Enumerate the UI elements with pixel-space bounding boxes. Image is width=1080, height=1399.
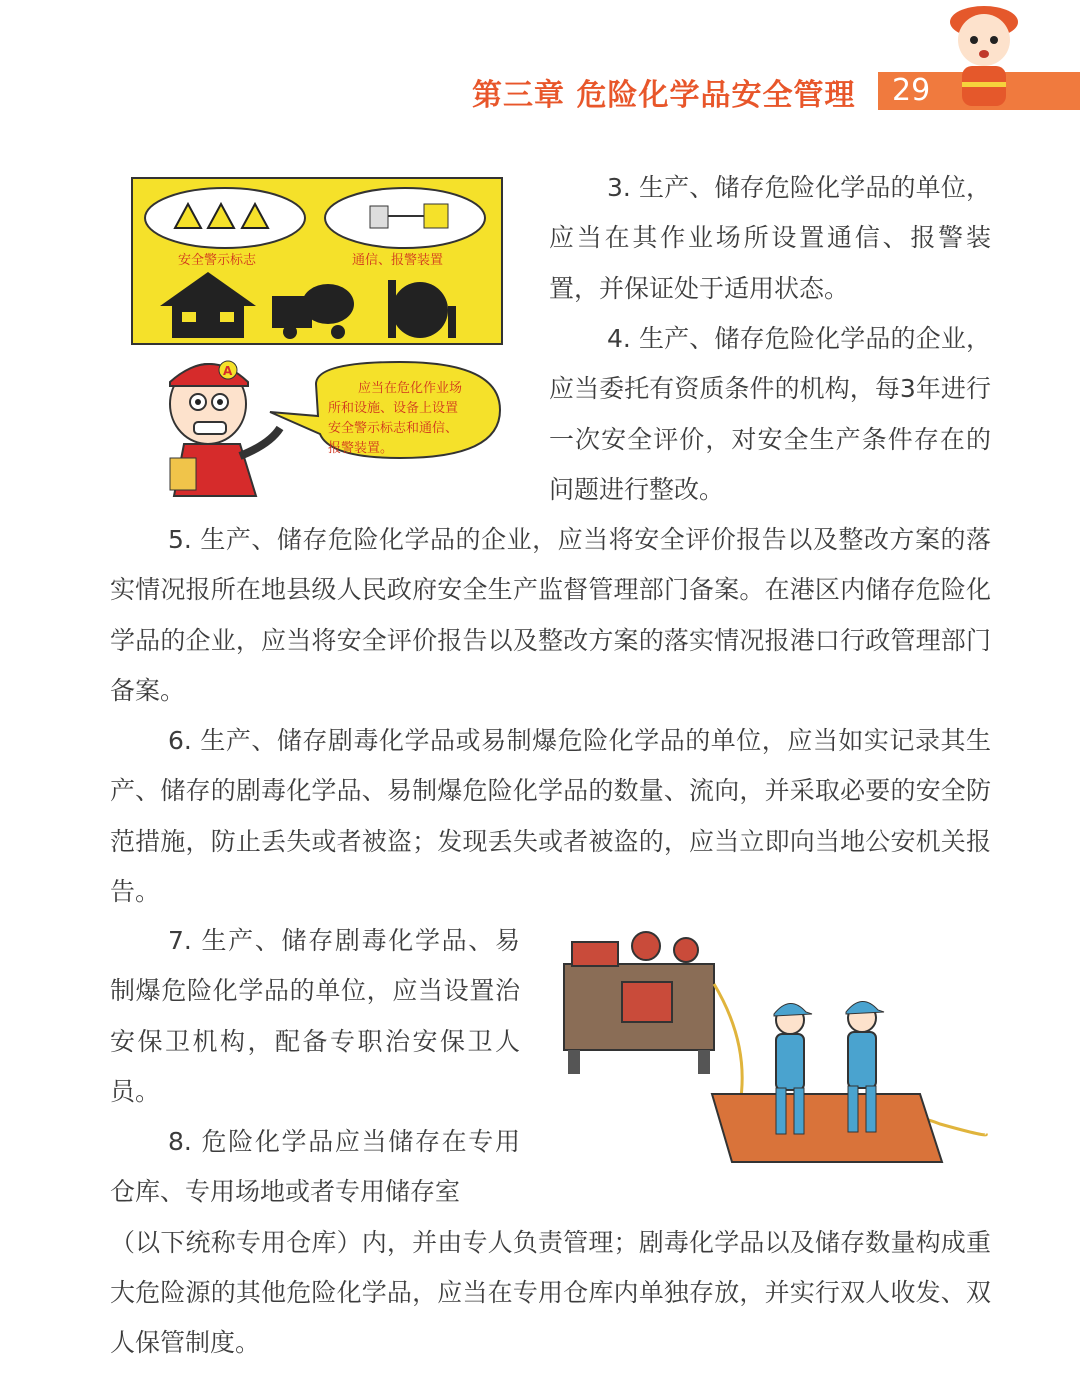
clipboard-icon [170,458,196,490]
paragraph-3: 3. 生产、储存危险化学品的单位，应当在其作业场所设置通信、报警装置，并保证处于适用状态。 [549,173,991,303]
speech-line: 所和设施、设备上设置 [328,401,459,416]
control-panel [572,942,618,966]
page-number: 29 [892,73,931,108]
mascot-eye-left [970,36,978,44]
mascot-face [958,14,1010,66]
paragraph-6: 6. 生产、储存剧毒化学品或易制爆危险化学品的单位，应当如实记录其生产、储存的剧毒化学品、易制爆危险化学品的数量、流向，并采取必要的安全防范措施，防止丢失或者被盗；发现丢失或者被盗的，应当立即向当地公安机关报告。 [110,726,991,906]
paragraph-7: 7. 生产、储存剧毒化学品、易制爆危险化学品的单位，应当设置治安保卫机构，配备专职治安保卫人员。 [110,926,520,1106]
cap-badge: A [223,364,233,378]
chapter-title: 第三章 危险化学品安全管理 [472,78,856,113]
worker-body [776,1034,804,1090]
alarm-bubble [325,188,485,248]
paragraph-8 [110,1117,991,1368]
paragraph-4: 4. 生产、储存危险化学品的企业，应当委托有资质条件的机构，每3年进行一次安全评价，对安全生产条件存在的问题进行整改。 [549,324,991,504]
worker-body [848,1032,876,1088]
phone-icon [370,206,388,228]
alarm-label: 通信、报警装置 [352,253,444,268]
worker-cap [774,1003,812,1016]
mascot-illustration [938,0,1030,110]
speech-line: 安全警示标志和通信、 [328,421,459,436]
alarm-icon [424,204,448,228]
speech-line: 应当在危化作业场 [358,381,463,396]
mascot-eye-right [990,36,998,44]
safety-signs-illustration [130,176,508,498]
worker-cap [846,1001,884,1014]
paragraph-8-lead: 8. 危险化学品应当储存在专用仓库、专用场地或者专用储存室 [110,1127,520,1207]
tank-icon [392,282,448,338]
paragraph-8-rest: （以下统称专用仓库）内，并由专人负责管理；剧毒化学品以及储存数量构成重大危险源的其他危险化学品，应当在专用仓库内单独存放，并实行双人收发、双人保管制度。 [110,1227,991,1358]
mascot-mouth [979,50,989,58]
man-mouth [194,422,226,434]
sign-label: 安全警示标志 [178,253,257,268]
paragraph-5: 5. 生产、储存危险化学品的企业，应当将安全评价报告以及整改方案的落实情况报所在地县级人民政府安全生产监督管理部门备案。在港区内储存危险化学品的企业，应当将安全评价报告以及整改方案的落实情况报港口行政管理部门备案。 [110,525,991,705]
speech-line: 报警装置。 [328,441,394,456]
